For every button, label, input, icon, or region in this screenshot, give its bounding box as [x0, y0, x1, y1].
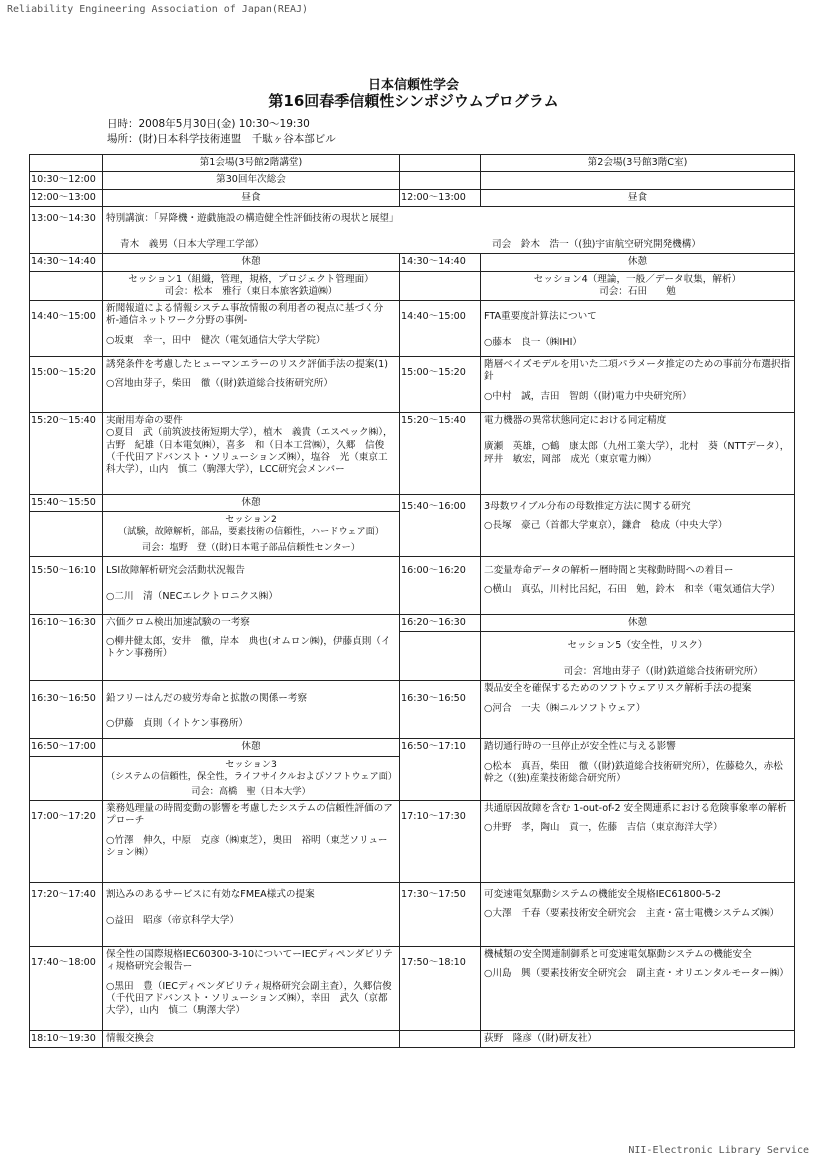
- social-chair: 荻野 隆彦（(財)研友社）: [481, 1031, 795, 1048]
- hall2-header: 第2会場(3号館3階C室): [481, 155, 795, 172]
- special-lecture-cell: [103, 206, 795, 254]
- time-cell: 18:10〜19:30: [30, 1031, 103, 1048]
- talk-authors: ○二川 清（NECエレクトロニクス㈱）: [106, 590, 278, 602]
- time-cell: 17:50〜18:10: [400, 947, 481, 1031]
- time-cell: 15:40〜15:50: [30, 495, 103, 512]
- time-cell: 10:30〜12:00: [30, 172, 103, 189]
- table-row: [30, 271, 795, 301]
- break-cell: 休憩: [103, 495, 400, 512]
- break-cell: 休憩: [481, 614, 795, 631]
- lunch-cell: 昼食: [103, 189, 400, 206]
- talk-cell: [103, 883, 400, 947]
- talk-authors: ○宮地由芽子，柴田 徹（(財)鉄道総合技術研究所）: [106, 378, 333, 390]
- page-header: Reliability Engineering Association of Japan(REAJ): [7, 4, 309, 15]
- break-cell: 休憩: [481, 254, 795, 271]
- talk-title: 機械類の安全関連制御系と可変速電気駆動システムの機能安全: [484, 949, 752, 961]
- talk-authors: ○大澤 千春（要素技術安全研究会 主査・富士電機システムズ㈱）: [484, 908, 780, 920]
- time-cell: 14:40〜15:00: [400, 301, 481, 357]
- talk-authors: ○川島 興（要素技術安全研究会 副主査・オリエンタルモーター㈱）: [484, 968, 789, 980]
- session-chair: 司会：石田 勉: [599, 285, 676, 297]
- time-cell: 16:30〜16:50: [400, 681, 481, 739]
- time-cell: 17:00〜17:20: [30, 801, 103, 883]
- time-cell: 17:20〜17:40: [30, 883, 103, 947]
- talk-cell: [103, 681, 400, 739]
- talk-title: 保全性の国際規格IEC60300-3-10についてーIECディペンダビリティ規格研究会報告ー: [106, 949, 393, 973]
- table-row: [30, 301, 795, 357]
- talk-title: 業務処理量の時間変動の影響を考慮したシステムの信頼性評価のアプローチ: [106, 803, 393, 827]
- time-cell: 14:30〜14:40: [30, 254, 103, 271]
- time-cell: 15:20〜15:40: [400, 413, 481, 495]
- table-row: [30, 556, 795, 614]
- agm-cell: 第30回年次総会: [103, 172, 400, 189]
- talk-authors: ○益田 昭彦（帝京科学大学）: [106, 915, 240, 927]
- time-cell: 17:40〜18:00: [30, 947, 103, 1031]
- talk-cell: [103, 357, 400, 413]
- table-row: [30, 1031, 795, 1048]
- talk-authors: ○井野 孝，陶山 貢一，佐藤 吉信（東京海洋大学）: [484, 822, 723, 834]
- talk-cell: [481, 413, 795, 495]
- talk-title: 割込みのあるサービスに有効なFMEA様式の提案: [106, 889, 315, 901]
- talk-authors: ○中村 誠，吉田 智朗（(財)電力中央研究所）: [484, 390, 692, 402]
- talk-title: 新聞報道による情報システム事故情報の利用者の視点に基づく分析-通信ネットワーク分野の事例-: [106, 303, 384, 327]
- talk-title: 実耐用寿命の要件: [106, 415, 183, 427]
- table-row: [30, 495, 795, 512]
- time-cell: 17:10〜17:30: [400, 801, 481, 883]
- table-row: [30, 883, 795, 947]
- talk-cell: [103, 801, 400, 883]
- time-cell: 16:00〜16:20: [400, 556, 481, 614]
- session-chair: 司会：宮地由芽子（(財)鉄道総合技術研究所）: [563, 666, 763, 678]
- talk-authors: ○竹澤 伸久，中原 克彦（㈱東芝），奥田 裕明（東芝ソリューション㈱）: [106, 834, 388, 858]
- time-cell: 16:50〜17:00: [30, 739, 103, 756]
- table-row: [30, 172, 795, 189]
- talk-title: 3母数ワイブル分布の母数推定方法に関する研究: [484, 501, 691, 513]
- venue-line: 場所：(財)日本科学技術連盟 千駄ヶ谷本部ビル: [107, 133, 336, 145]
- break-cell: 休憩: [103, 739, 400, 756]
- talk-title: 共通原因故障を含む 1-out-of-2 安全関連系における危険事象率の解析: [484, 803, 787, 815]
- talk-authors: ○黒田 豊（IECディペンダビリティ規格研究会副主査），久郷信俊（千代田アドバンスト・ソリューションズ㈱），幸田 武久（京都大学），山内 慎二（駒澤大学）: [106, 980, 392, 1017]
- talk-authors: ○藤本 良一（㈱IHI）: [484, 337, 582, 349]
- session-chair: 司会：塩野 登（(財)日本電子部品信頼性センター）: [141, 541, 361, 553]
- table-row: [30, 739, 795, 756]
- time-cell: 15:50〜16:10: [30, 556, 103, 614]
- talk-authors: ○河合 一夫（㈱ニルソフトウェア）: [484, 702, 646, 714]
- talk-cell: [481, 556, 795, 614]
- time-cell: 15:00〜15:20: [400, 357, 481, 413]
- break-cell: 休憩: [103, 254, 400, 271]
- talk-cell: [481, 357, 795, 413]
- talk-authors: ○松本 真吾，柴田 徹（(財)鉄道総合技術研究所），佐藤稔久，赤松 幹之（(独)産業技術総合研究所）: [484, 760, 793, 785]
- time-cell: 12:00〜13:00: [30, 189, 103, 206]
- page-footer: NII-Electronic Library Service: [628, 1145, 809, 1156]
- session-header: セッション3 （システムの信頼性，保全性，ライフサイクルおよびソフトウェア面） 司会：高橋 聖（日本大学）: [103, 756, 400, 800]
- talk-authors: ○柳井健太郎，安井 徹，岸本 典也(オムロン㈱)，伊藤貞則（イトケン事務所）: [106, 635, 391, 660]
- table-row: [30, 947, 795, 1031]
- table-row: [30, 801, 795, 883]
- talk-cell: [481, 947, 795, 1031]
- talk-authors: ○伊藤 貞則（イトケン事務所）: [106, 717, 249, 729]
- program-table: [29, 154, 795, 1048]
- time-cell: 16:10〜16:30: [30, 614, 103, 681]
- talk-title: 鉛フリーはんだの疲労寿命と拡散の関係ー考察: [106, 693, 308, 705]
- session-header: セッション5（安全性，リスク） 司会：宮地由芽子（(財)鉄道総合技術研究所）: [481, 631, 795, 681]
- speaker: 青木 義男（日本大学理工学部）: [120, 239, 264, 251]
- talk-title: LSI故障解析研究会活動状況報告: [106, 564, 245, 576]
- talk-authors: ○夏目 武（前筑波技術短期大学），植木 義貴（エスペック㈱），古野 紀雄（日本電気㈱），喜多 和（日本工営㈱），久郷 信俊（千代田アドバンスト・ソリューションズ㈱），塩谷 光（東京工科大学），山内 慎二（駒澤大学），LCC研究会メンバー: [106, 427, 393, 476]
- table-row: [30, 206, 795, 254]
- talk-cell: [481, 801, 795, 883]
- talk-cell: [103, 301, 400, 357]
- talk-authors: ○横山 真弘，川村比呂紀，石田 勉，鈴木 和幸（電気通信大学）: [484, 583, 781, 595]
- session-header: セッション2 （試験，故障解析，部品，要素技術の信頼性，ハードウェア面） 司会：塩野 登（(財)日本電子部品信頼性センター）: [103, 512, 400, 556]
- time-cell: 17:30〜17:50: [400, 883, 481, 947]
- talk-authors: ○坂東 幸一，田中 健次（電気通信大学大学院）: [106, 334, 326, 346]
- time-cell: 12:00〜13:00: [400, 189, 481, 206]
- talk-title: 製品安全を確保するためのソフトウェアリスク解析手法の提案: [484, 683, 752, 695]
- talk-cell: [481, 301, 795, 357]
- date-line: 日時：2008年5月30日(金) 10:30〜19:30: [107, 118, 310, 130]
- special-lecture-title: 特別講演：「昇降機・遊戯施設の構造健全性評価技術の現状と展望」: [106, 212, 399, 224]
- chair: 司会 鈴木 浩一（(独)宇宙航空研究開発機構）: [492, 239, 701, 251]
- talk-title: 誘発条件を考慮したヒューマンエラーのリスク評価手法の提案(1): [106, 359, 389, 371]
- talk-cell: [481, 681, 795, 739]
- talk-title: 踏切通行時の一旦停止が安全性に与える影響: [484, 741, 676, 753]
- session-header: セッション4（理論，一般／データ収集，解析） 司会：石田 勉: [481, 271, 795, 301]
- table-row: [30, 614, 795, 631]
- time-cell: 14:30〜14:40: [400, 254, 481, 271]
- table-row: [30, 413, 795, 495]
- hall1-header: 第1会場(3号館2階講堂): [103, 155, 400, 172]
- session-header: セッション1（組織，管理，規格，プロジェクト管理面） 司会：松本 雅行（東日本旅客鉄道㈱）: [103, 271, 400, 301]
- table-row: [30, 254, 795, 271]
- time-cell: 15:00〜15:20: [30, 357, 103, 413]
- talk-title: 階層ベイズモデルを用いた二項パラメータ推定のための事前分布選択指針: [484, 359, 791, 383]
- time-cell: 15:20〜15:40: [30, 413, 103, 495]
- program-title: 第16回春季信頼性シンポジウムプログラム: [268, 92, 559, 110]
- talk-cell: [481, 739, 795, 801]
- talk-cell: [103, 947, 400, 1031]
- talk-title: 電力機器の異常状態同定における同定精度: [484, 415, 667, 427]
- talk-title: 六価クロム検出加速試験の一考察: [106, 616, 250, 628]
- talk-title: 可変速電気駆動システムの機能安全規格IEC61800-5-2: [484, 889, 721, 901]
- talk-cell: [481, 883, 795, 947]
- time-cell: 16:20〜16:30: [400, 614, 481, 631]
- time-cell: 13:00〜14:30: [30, 206, 103, 254]
- talk-title: FTA重要度計算法について: [484, 311, 597, 323]
- table-row: [30, 155, 795, 172]
- talk-cell: [103, 614, 400, 681]
- talk-cell: [481, 495, 795, 557]
- time-cell: 14:40〜15:00: [30, 301, 103, 357]
- org-title: 日本信頼性学会: [367, 78, 459, 93]
- talk-cell: [103, 556, 400, 614]
- session-chair: 司会：高橋 聖（日本大学）: [191, 786, 311, 798]
- time-cell: 16:50〜17:10: [400, 739, 481, 801]
- talk-cell: [103, 413, 400, 495]
- session-chair: 司会：松本 雅行（東日本旅客鉄道㈱）: [164, 285, 338, 297]
- social-cell: 情報交換会: [103, 1031, 400, 1048]
- lunch-cell: 昼食: [481, 189, 795, 206]
- time-cell: 16:30〜16:50: [30, 681, 103, 739]
- table-row: [30, 357, 795, 413]
- talk-title: 二変量寿命データの解析ー暦時間と実稼動時間への着目ー: [484, 564, 734, 576]
- time-cell: 15:40〜16:00: [400, 495, 481, 557]
- table-row: [30, 189, 795, 206]
- talk-authors: 廣瀬 英雄，○鶴 康太郎（九州工業大学），北村 葵（NTTデータ），坪井 敏宏，岡部 成光（東京電力㈱）: [484, 441, 790, 465]
- table-row: [30, 681, 795, 739]
- talk-authors: ○長塚 豪己（首都大学東京），鎌倉 稔成（中央大学）: [484, 520, 728, 532]
